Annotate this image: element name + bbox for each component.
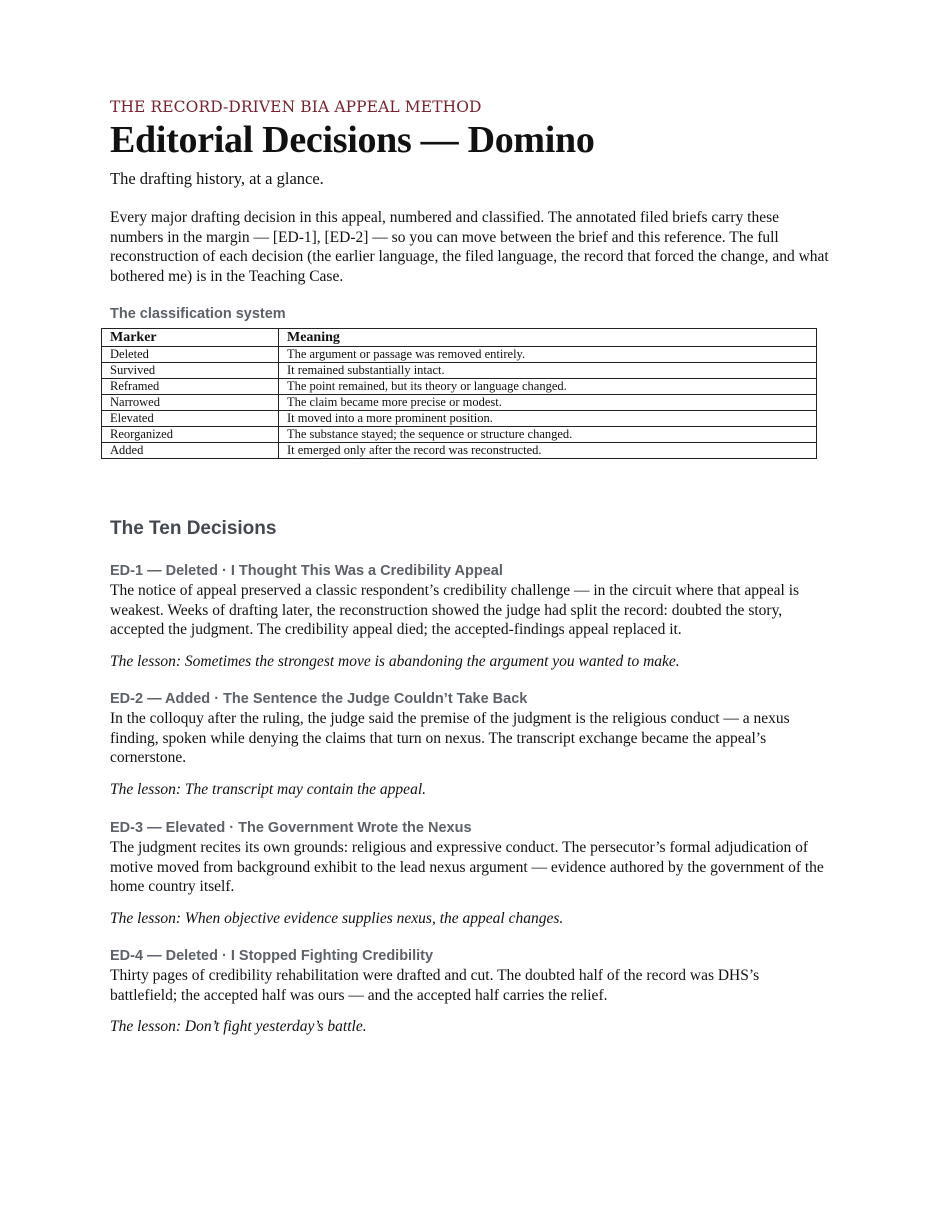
meaning-cell: The argument or passage was removed entirely.: [279, 347, 817, 363]
decision-lesson: The lesson: When objective evidence supplies nexus, the appeal changes.: [110, 909, 564, 927]
marker-cell: Reframed: [102, 379, 279, 395]
table-row: [102, 395, 817, 411]
marker-cell: Elevated: [102, 411, 279, 427]
decision-body: The notice of appeal preserved a classic respondent’s credibility challenge — in the circuit where that appeal is weakest. Weeks of drafting later, the reconstruction showed the judge had split the record: doubted the story, accepted the judgment. The credibility appeal died; the accepted-findings appeal replaced it.: [110, 582, 800, 638]
decision-body: The judgment recites its own grounds: religious and expressive conduct. The persecutor’s formal adjudication of motive moved from background exhibit to the lead nexus argument — evidence authored by the government of the home country itself.: [110, 839, 824, 895]
marker-cell: Narrowed: [102, 395, 279, 411]
marker-cell: Reorganized: [102, 427, 279, 443]
table-row: [102, 443, 817, 459]
decision-ed-4: [110, 947, 830, 1037]
column-header-meaning: Meaning: [279, 329, 817, 347]
decision-heading: ED-1 — Deleted · I Thought This Was a Credibility Appeal: [110, 563, 503, 579]
marker-cell: Added: [102, 443, 279, 459]
decision-body: Thirty pages of credibility rehabilitation were drafted and cut. The doubted half of the record was DHS’s battlefield; the accepted half was ours — and the accepted half carries the relief.: [110, 967, 760, 1004]
page-subtitle: The drafting history, at a glance.: [110, 169, 324, 188]
marker-cell: Survived: [102, 363, 279, 379]
intro-paragraph: Every major drafting decision in this appeal, numbered and classified. The annotated filed briefs carry these numbers in the margin — [ED-1], [ED-2] — so you can move between the brief and this reference. The full reconstruction of each decision (the earlier language, the filed language, the record that forced the change, and what bothered me) is in the Teaching Case.: [110, 209, 829, 285]
marker-cell: Deleted: [102, 347, 279, 363]
table-header-row: [102, 329, 817, 347]
table-row: [102, 427, 817, 443]
decision-body: In the colloquy after the ruling, the judge said the premise of the judgment is the religious conduct — a nexus finding, spoken while denying the claims that turn on nexus. The transcript exchange became the appeal’s cornerstone.: [110, 710, 790, 766]
decision-ed-2: [110, 690, 830, 799]
classification-table: [101, 328, 817, 459]
decision-ed-3: [110, 819, 830, 928]
meaning-cell: The point remained, but its theory or language changed.: [279, 379, 817, 395]
classification-label: The classification system: [110, 306, 286, 322]
meaning-cell: The claim became more precise or modest.: [279, 395, 817, 411]
decision-heading: ED-3 — Elevated · The Government Wrote the Nexus: [110, 820, 472, 836]
table-row: [102, 347, 817, 363]
decision-ed-1: [110, 562, 830, 671]
meaning-cell: It remained substantially intact.: [279, 363, 817, 379]
table-row: [102, 363, 817, 379]
decision-heading: ED-2 — Added · The Sentence the Judge Couldn’t Take Back: [110, 691, 528, 707]
table-row: [102, 379, 817, 395]
decisions-heading: The Ten Decisions: [110, 518, 277, 539]
column-header-marker: Marker: [102, 329, 279, 347]
decision-lesson: The lesson: Don’t fight yesterday’s battle.: [110, 1018, 367, 1035]
decision-lesson: The lesson: The transcript may contain the appeal.: [110, 780, 426, 798]
meaning-cell: It moved into a more prominent position.: [279, 411, 817, 427]
decisions-section: [110, 516, 830, 1035]
meaning-cell: It emerged only after the record was reconstructed.: [279, 443, 817, 459]
meaning-cell: The substance stayed; the sequence or structure changed.: [279, 427, 817, 443]
series-kicker: THE RECORD-DRIVEN BIA APPEAL METHOD: [110, 98, 482, 116]
header-block: [110, 96, 830, 324]
decision-heading: ED-4 — Deleted · I Stopped Fighting Credibility: [110, 948, 434, 964]
table-row: [102, 411, 817, 427]
decision-lesson: The lesson: Sometimes the strongest move is abandoning the argument you wanted to make.: [110, 652, 680, 670]
page-title: Editorial Decisions — Domino: [110, 119, 595, 161]
